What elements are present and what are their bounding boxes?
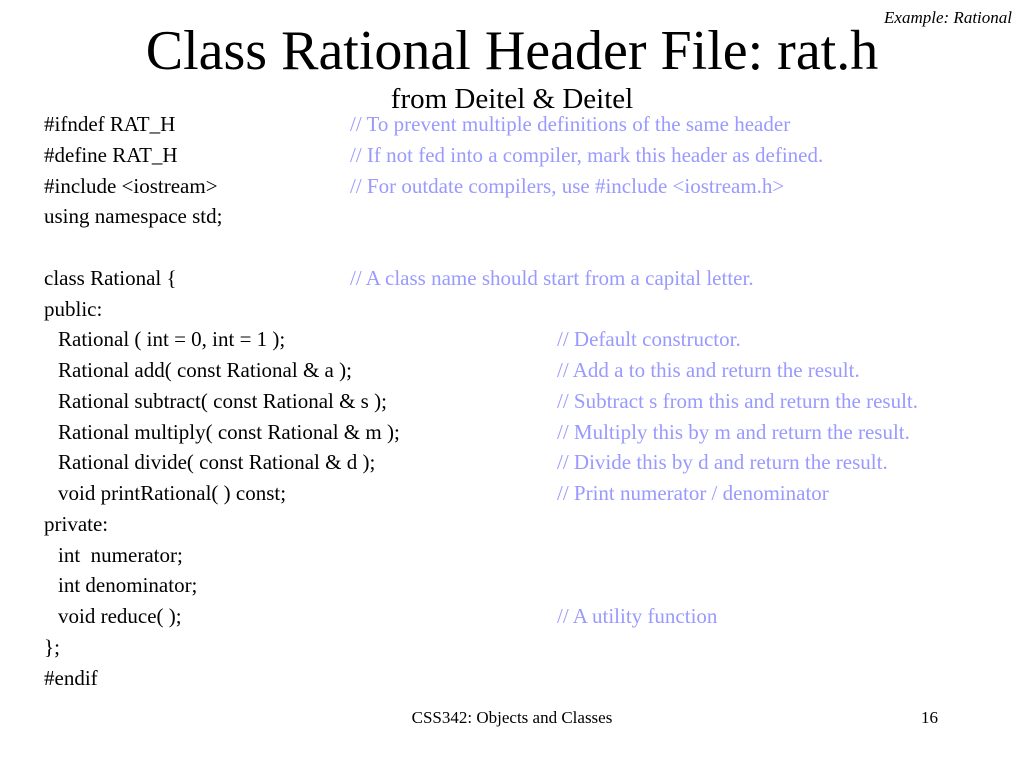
slide-title: Class Rational Header File: rat.h [145,20,879,82]
slide-subtitle: from Deitel & Deitel [390,83,634,115]
code-line-private [44,509,1014,540]
code-line-subtract [44,386,1014,417]
code-comment: // Multiply this by m and return the result. [557,419,910,444]
code-line-close-brace [44,632,1014,663]
code-text: Rational multiply( const Rational & m ); [58,419,400,444]
code-line-public [44,294,1014,325]
corner-note: Example: Rational [884,8,1012,27]
code-text: #endif [44,665,98,690]
code-comment: // A class name should start from a capital letter. [350,265,754,290]
code-text: int denominator; [58,573,198,598]
code-listing [44,109,1014,693]
code-line-reduce [44,601,1014,632]
code-comment: // Default constructor. [557,327,741,352]
code-text: int numerator; [58,542,183,567]
code-line-blank [44,232,1014,263]
code-text: #ifndef RAT_H [44,112,176,136]
code-text: void reduce( ); [58,604,182,628]
code-text: Rational ( int = 0, int = 1 ); [58,327,286,352]
code-line-ifndef [44,109,1014,140]
code-text: Rational divide( const Rational & d ); [58,450,376,475]
code-text: #define RAT_H [44,142,178,167]
code-line-numerator [44,540,1014,571]
code-line-define [44,140,1014,171]
code-line-add [44,355,1014,386]
code-text: using namespace std; [44,204,223,229]
code-comment: // Print numerator / denominator [557,481,829,505]
code-line-class [44,263,1014,294]
code-text: public: [44,296,103,321]
code-comment: // A utility function [557,604,718,628]
code-comment: // Divide this by d and return the result. [557,450,888,475]
code-comment: // If not fed into a compiler, mark this header as defined. [350,142,824,167]
code-text: #include <iostream> [44,173,218,198]
code-line-constructor [44,324,1014,355]
code-text: }; [44,634,60,659]
code-line-multiply [44,417,1014,448]
code-line-using [44,201,1014,232]
code-text: Rational add( const Rational & a ); [58,358,352,382]
footer-page-number: 16 [921,708,938,727]
code-comment: // Subtract s from this and return the result. [557,388,919,413]
code-line-include [44,171,1014,202]
code-text: void printRational( ) const; [58,481,287,505]
code-comment: // To prevent multiple definitions of the same header [350,112,791,136]
code-comment: // For outdate compilers, use #include <iostream.h> [350,173,785,198]
code-text: Rational subtract( const Rational & s ); [58,388,387,413]
code-line-endif [44,663,1014,694]
code-comment: // Add a to this and return the result. [557,358,860,382]
code-text: class Rational { [44,265,177,290]
code-text: private: [44,511,109,536]
footer-course: CSS342: Objects and Classes [411,708,613,727]
code-line-denominator [44,570,1014,601]
code-line-divide [44,447,1014,478]
code-line-print [44,478,1014,509]
